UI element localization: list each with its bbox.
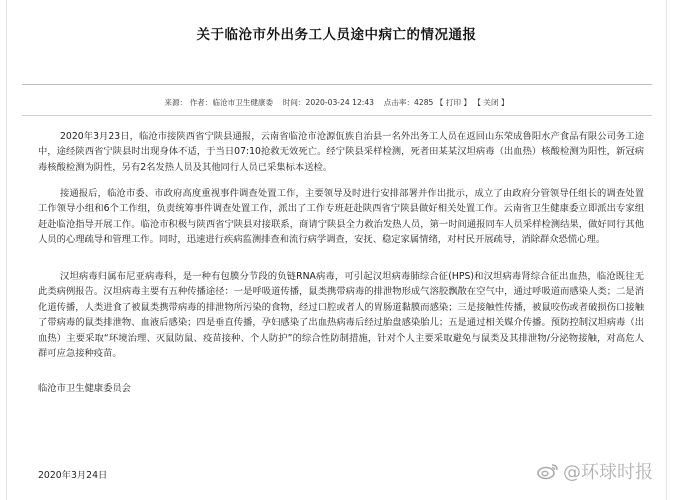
- signature: 临沧市卫生健康委员会: [38, 383, 131, 394]
- meta-time: 时间：2020-03-24 12:43: [282, 98, 374, 107]
- issue-date: 2020年3月24日: [38, 470, 108, 481]
- weibo-watermark: [537, 458, 653, 484]
- title-divider: [22, 84, 652, 85]
- weibo-logo-icon: [537, 462, 559, 480]
- meta-divider: [22, 115, 652, 116]
- paragraph-1: 2020年3月23日，临沧市接陕西省宁陕县通报，云南省临沧市沧源佤族自治县一名外出务工人员在返回山东荣成鲁阳水产食品有限公司务工途中，途经陕西省宁陕县时出现身体不适，于当日07:10抢救无效死亡。经宁陕县采样检测，死者田某某汉坦病毒（出血热）核酸检测为阳性，新冠病毒核酸检测为阴性，另有2名发热人员及其他同行人员已采集标本送检。: [38, 131, 644, 173]
- watermark-text: @环球时报: [563, 462, 653, 483]
- paragraph-2: 接通报后，临沧市委、市政府高度重视事件调查处置工作，主要领导及时进行安排部署并作出批示，成立了由政府分管领导任组长的调查处置工作领导小组和6个工作组，负责统筹事件调查处置工作，派出了工作专班赶赴陕西省宁陕县做好相关处置工作。云南省卫生健康委立即派出专家组赶赴临沧指导开展工作。临沧市积极与陕西省宁陕县对接联系，商请宁陕县全力救治发热人员，第一时间通报同车人员采样检测结果，做好同行其他人员的心理疏导和管理工作。同时，迅速进行疾病监测排查和流行病学调查，安抚、稳定家属情绪，对村民开展疏导，消除群众恐慌心理。: [38, 188, 644, 246]
- meta-author: 作者：临沧市卫生健康委: [189, 98, 274, 107]
- article-meta: [0, 97, 673, 108]
- page-frame: [6, 0, 667, 500]
- page-title: 关于临沧市外出务工人员途中病亡的情况通报: [196, 27, 477, 43]
- paragraph-3: 汉坦病毒归属布尼亚病毒科，是一种有包膜分节段的负链RNA病毒，可引起汉坦病毒肺综合征(HPS)和汉坦病毒肾综合征出血热，临沧既往无此类病例报告。汉坦病毒主要有五种传播途径：一是呼吸道传播，鼠类携带病毒的排泄物形成气溶胶飘散在空气中，通过呼吸道而感染人类；二是消化道传播，人类进食了被鼠类携带病毒的排泄物所污染的食物，经过口腔或者人的胃肠道黏膜而感染；三是接触性传播，被鼠咬伤或者破损伤口接触了带病毒的鼠类排泄物、血液后感染；四是垂直传播，孕妇感染了出血热病毒后经过胎盘感染胎儿；五是通过相关媒介传播。预防控制汉坦病毒（出血热）主要采取“环境治理、灭鼠防鼠、疫苗接种、个人防护”的综合性防制措施，针对个人主要采取避免与鼠类及其排泄物/分泌物接触，对高危人群可应急接种疫苗。: [38, 271, 644, 360]
- meta-source: 来源：: [164, 98, 188, 107]
- print-link[interactable]: 【 打印 】: [435, 98, 471, 107]
- close-link[interactable]: 【 关闭 】: [473, 98, 509, 107]
- meta-clicks: 点击率：4285: [383, 98, 434, 107]
